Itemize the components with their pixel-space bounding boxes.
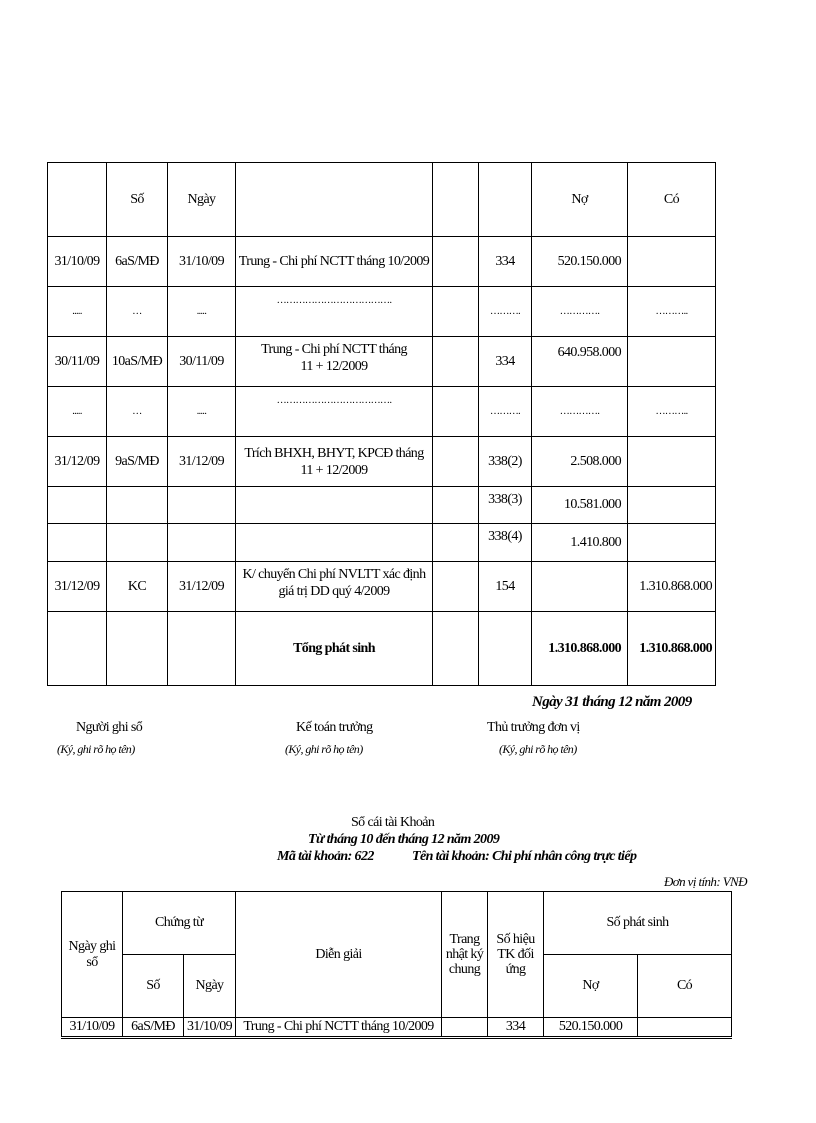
cell-empty (433, 524, 479, 562)
accountant-note: (Ký, ghi rõ họ tên) (285, 742, 363, 756)
cell-debit: 520.150.000 (544, 1018, 638, 1038)
cell-credit (628, 337, 716, 387)
cell-account: 334 (488, 1018, 544, 1038)
account-name: Tên tài khoản: Chi phí nhân công trực tiếp (412, 849, 637, 864)
table-row (48, 237, 716, 287)
cell-date (48, 524, 107, 562)
cell-debit: …………. (532, 287, 628, 337)
table-row (48, 287, 716, 337)
head-label: Thủ trưởng đơn vị (487, 720, 580, 735)
header-desc: Diễn giải (236, 892, 442, 1018)
recorder-label: Người ghi sổ (76, 720, 143, 735)
cell-date: 31/10/09 (62, 1018, 123, 1038)
cell-debit: …………. (532, 387, 628, 437)
header-cell: Có (628, 163, 716, 237)
cell-no: 6aS/MĐ (123, 1018, 184, 1038)
cell-no: … (107, 287, 168, 337)
header-credit: Có (638, 955, 732, 1018)
header-cell (236, 163, 433, 237)
cell-page (442, 1018, 488, 1038)
cell-account: 154 (479, 562, 532, 612)
total-label: Tổng phát sinh (236, 612, 433, 686)
header-voucher: Chứng từ (123, 892, 236, 955)
cell-credit: 1.310.868.000 (628, 562, 716, 612)
unit-label: Đơn vị tính: VNĐ (664, 874, 747, 889)
cell-empty (107, 612, 168, 686)
cell-debit: 640.958.000 (532, 337, 628, 387)
cell-day: 31/12/09 (168, 437, 236, 487)
cell-empty (433, 387, 479, 437)
cell-desc: Trung - Chi phí NCTT tháng 10/2009 (236, 237, 433, 287)
header-cell: Nợ (532, 163, 628, 237)
cell-no: 9aS/MĐ (107, 437, 168, 487)
cell-empty (433, 337, 479, 387)
cell-credit (628, 487, 716, 524)
cell-desc: ………………………………. (236, 287, 433, 337)
cell-debit: 10.581.000 (532, 487, 628, 524)
cell-empty (433, 437, 479, 487)
cell-empty (48, 612, 107, 686)
cell-desc: ………………………………. (236, 387, 433, 437)
cell-day: 30/11/09 (168, 337, 236, 387)
header-cell: Số (107, 163, 168, 237)
cell-empty (433, 612, 479, 686)
cell-no: 6aS/MĐ (107, 237, 168, 287)
cell-empty (479, 612, 532, 686)
cell-day: ..... (168, 287, 236, 337)
cell-empty (433, 487, 479, 524)
header-cell (479, 163, 532, 237)
cell-date: 31/12/09 (48, 562, 107, 612)
table-row (62, 1018, 732, 1038)
cell-date: 30/11/09 (48, 337, 107, 387)
cell-desc (236, 524, 433, 562)
cell-desc (236, 487, 433, 524)
header-debit: Nợ (544, 955, 638, 1018)
cell-desc: K/ chuyển Chi phí NVLTT xác định giá trị DD quý 4/2009 (236, 562, 433, 612)
cell-debit: 520.150.000 (532, 237, 628, 287)
cell-no (107, 524, 168, 562)
cell-debit: 1.410.800 (532, 524, 628, 562)
total-debit: 1.310.868.000 (532, 612, 628, 686)
cell-account: 338(4) (479, 524, 532, 562)
table-row (48, 562, 716, 612)
cell-account: 334 (479, 237, 532, 287)
header-account: Số hiệu TK đối ứng (488, 892, 544, 1018)
head-note: (Ký, ghi rõ họ tên) (499, 742, 577, 756)
cell-date (48, 487, 107, 524)
table-row (48, 487, 716, 524)
ledger-table-1 (47, 162, 716, 686)
header-cell: Ngày (168, 163, 236, 237)
header-cell (48, 163, 107, 237)
cell-empty (433, 562, 479, 612)
ledger2-title: Sổ cái tài Khoản (351, 815, 435, 830)
signature-date: Ngày 31 tháng 12 năm 2009 (532, 694, 692, 710)
table-row (48, 437, 716, 487)
header-no: Số (123, 955, 184, 1018)
cell-credit (628, 437, 716, 487)
table-row (48, 524, 716, 562)
cell-credit: ……….. (628, 287, 716, 337)
cell-no: … (107, 387, 168, 437)
header-cell (433, 163, 479, 237)
cell-credit (628, 524, 716, 562)
header-amount: Số phát sinh (544, 892, 732, 955)
cell-account: ………. (479, 287, 532, 337)
cell-desc: Trung - Chi phí NCTT tháng 10/2009 (236, 1018, 442, 1038)
cell-desc: Trung - Chi phí NCTT tháng 11 + 12/2009 (236, 337, 433, 387)
cell-date: 31/10/09 (48, 237, 107, 287)
total-row (48, 612, 716, 686)
cell-credit: ……….. (628, 387, 716, 437)
ledger2-period: Từ tháng 10 đến tháng 12 năm 2009 (308, 832, 500, 847)
cell-day (168, 524, 236, 562)
cell-empty (433, 287, 479, 337)
cell-credit (628, 237, 716, 287)
header-row (62, 892, 732, 955)
cell-empty (168, 612, 236, 686)
cell-day: 31/10/09 (168, 237, 236, 287)
total-credit: 1.310.868.000 (628, 612, 716, 686)
header-page: Trang nhật ký chung (442, 892, 488, 1018)
cell-account: 334 (479, 337, 532, 387)
cell-account: 338(2) (479, 437, 532, 487)
cell-no: 10aS/MĐ (107, 337, 168, 387)
cell-no: KC (107, 562, 168, 612)
cell-empty (433, 237, 479, 287)
header-row (48, 163, 716, 237)
cell-credit (638, 1018, 732, 1038)
cell-desc: Trích BHXH, BHYT, KPCĐ tháng 11 + 12/2009 (236, 437, 433, 487)
cell-day: 31/12/09 (168, 562, 236, 612)
account-code: Mã tài khoản: 622 (277, 849, 374, 864)
cell-day: ..... (168, 387, 236, 437)
header-date: Ngày ghi sổ (62, 892, 123, 1018)
cell-account: 338(3) (479, 487, 532, 524)
cell-day: 31/10/09 (184, 1018, 236, 1038)
cell-debit: 2.508.000 (532, 437, 628, 487)
cell-no (107, 487, 168, 524)
cell-day (168, 487, 236, 524)
cell-debit (532, 562, 628, 612)
cell-account: ………. (479, 387, 532, 437)
header-day: Ngày (184, 955, 236, 1018)
cell-date: 31/12/09 (48, 437, 107, 487)
recorder-note: (Ký, ghi rõ họ tên) (57, 742, 135, 756)
table-row (48, 337, 716, 387)
ledger-table-2 (61, 891, 732, 1039)
table-row (48, 387, 716, 437)
cell-date: ..... (48, 387, 107, 437)
accountant-label: Kế toán trưởng (296, 720, 373, 735)
cell-date: ..... (48, 287, 107, 337)
